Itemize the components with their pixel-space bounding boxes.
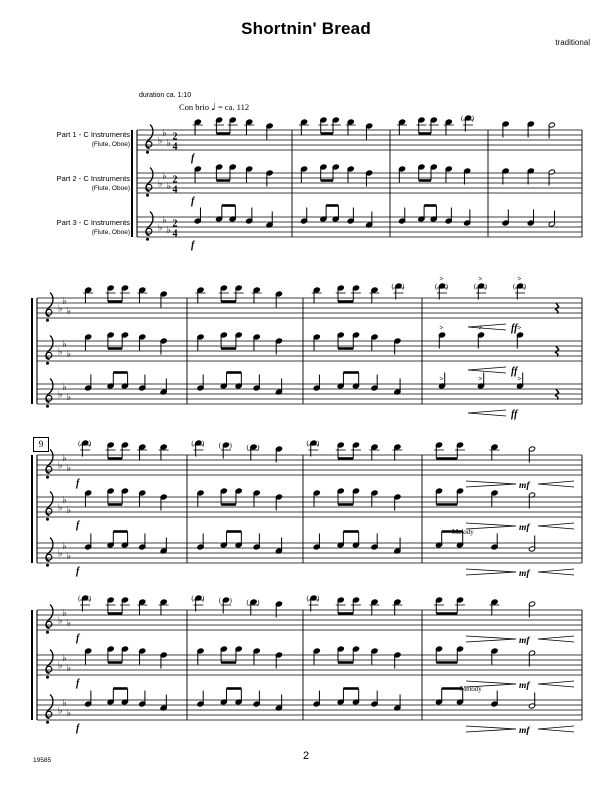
svg-text:♭: ♭ <box>62 452 67 464</box>
system-4 <box>31 595 582 736</box>
svg-text:mf: mf <box>519 681 530 691</box>
svg-text:>: > <box>517 275 522 283</box>
svg-text:♭: ♭ <box>162 170 167 182</box>
svg-text:♭: ♭ <box>166 180 172 192</box>
svg-text:♭: ♭ <box>58 460 63 472</box>
svg-text:f: f <box>76 633 80 644</box>
svg-text:f: f <box>191 240 195 251</box>
crescendo-hairpin <box>538 681 574 687</box>
svg-text:f: f <box>76 723 80 734</box>
key-signature-flats <box>58 296 71 317</box>
svg-text:♭: ♭ <box>66 707 72 719</box>
staff-part-2 <box>37 324 582 377</box>
system-bracket <box>131 130 133 237</box>
svg-text:(: ( <box>474 282 477 291</box>
part-3-instruments: (Flute, Oboe) <box>91 228 130 236</box>
treble-clef-icon <box>46 605 53 634</box>
svg-text:♭: ♭ <box>58 303 63 315</box>
svg-text:): ) <box>229 441 232 450</box>
svg-text:♭: ♭ <box>62 295 67 307</box>
svg-text:♭: ♭ <box>162 127 167 139</box>
svg-text:mf: mf <box>519 726 530 736</box>
svg-text:♭: ♭ <box>158 178 163 190</box>
svg-text:♭: ♭ <box>62 494 67 506</box>
svg-text:f: f <box>76 478 80 489</box>
svg-text:mf: mf <box>519 636 530 646</box>
crescendo-hairpin <box>538 726 574 732</box>
svg-text:(: ( <box>246 598 249 607</box>
svg-text:ff: ff <box>511 366 518 377</box>
part-2-name: Part 2 - C Instruments <box>56 174 130 183</box>
svg-text:): ) <box>257 443 260 452</box>
diminuendo-hairpin <box>466 569 516 575</box>
svg-text:f: f <box>76 520 80 531</box>
svg-text:): ) <box>317 594 320 603</box>
end-dynamics <box>466 726 574 736</box>
treble-clef-icon <box>46 293 53 322</box>
key-signature-flats <box>58 698 71 719</box>
part-2-instruments: (Flute, Oboe) <box>91 184 130 192</box>
crescendo-hairpin <box>468 324 506 330</box>
svg-text:f: f <box>191 153 195 164</box>
svg-text:♭: ♭ <box>66 391 72 403</box>
treble-clef-icon <box>146 168 153 197</box>
svg-text:): ) <box>523 282 526 291</box>
svg-text:>: > <box>517 375 522 383</box>
system-3 <box>31 440 582 579</box>
svg-text:(: ( <box>78 594 81 603</box>
svg-text:): ) <box>201 594 205 603</box>
svg-text:): ) <box>88 594 92 603</box>
svg-text:♭: ♭ <box>62 652 67 664</box>
treble-clef-icon <box>46 336 53 365</box>
treble-clef-icon <box>46 379 53 408</box>
svg-text:♭: ♭ <box>58 389 63 401</box>
svg-text:f: f <box>76 566 80 577</box>
svg-text:(: ( <box>218 441 222 450</box>
treble-clef-icon <box>146 212 153 241</box>
svg-text:>: > <box>478 375 483 383</box>
key-signature-flats <box>58 382 71 403</box>
crescendo-hairpin <box>538 523 574 529</box>
svg-text:♭: ♭ <box>58 705 63 717</box>
svg-text:): ) <box>471 114 474 123</box>
tempo-marking <box>179 102 249 113</box>
svg-text:(: ( <box>191 594 194 603</box>
svg-text:(: ( <box>246 443 249 452</box>
key-signature-flats <box>58 653 71 674</box>
staff-part-2 <box>137 164 582 207</box>
system-bracket <box>31 298 33 404</box>
svg-text:): ) <box>317 439 320 448</box>
tempo-text: Con brio <box>179 102 209 112</box>
svg-text:>: > <box>439 275 444 283</box>
part-1-label <box>18 131 130 148</box>
svg-text:♭: ♭ <box>158 222 163 234</box>
svg-text:4: 4 <box>172 184 178 196</box>
svg-text:(: ( <box>306 439 309 448</box>
time-signature <box>173 131 178 152</box>
diminuendo-hairpin <box>466 726 516 732</box>
staff-part-1 <box>137 115 582 164</box>
svg-text:mf: mf <box>519 569 530 579</box>
quarter-note-icon: ♩ <box>211 102 216 113</box>
svg-text:♭: ♭ <box>66 662 72 674</box>
composer-credit: traditional <box>555 38 590 47</box>
key-signature-flats <box>158 171 171 192</box>
part-3-name: Part 3 - C Instruments <box>56 218 130 227</box>
end-dynamics <box>466 681 574 691</box>
staff-part-1 <box>37 440 582 491</box>
treble-clef-icon <box>46 650 53 679</box>
svg-text:>: > <box>478 275 483 283</box>
key-signature-flats <box>58 608 71 629</box>
crescendo-hairpin <box>468 367 506 373</box>
end-dynamics <box>468 409 519 420</box>
part-1-instruments: (Flute, Oboe) <box>91 140 130 148</box>
staff-part-2 <box>37 488 582 533</box>
svg-text:>: > <box>439 324 444 332</box>
end-dynamics <box>466 636 574 646</box>
svg-text:): ) <box>484 282 487 291</box>
crescendo-hairpin <box>468 410 506 416</box>
rehearsal-mark-9: 9 <box>33 437 49 452</box>
svg-text:♭: ♭ <box>58 615 63 627</box>
end-dynamics <box>468 366 519 377</box>
svg-text:(: ( <box>191 439 194 448</box>
svg-text:mf: mf <box>519 523 530 533</box>
svg-text:): ) <box>445 282 448 291</box>
time-signature <box>173 218 178 239</box>
part-1-name: Part 1 - C Instruments <box>56 130 130 139</box>
melody-cue-system-3: Melody <box>452 528 474 536</box>
svg-text:♭: ♭ <box>66 348 72 360</box>
svg-text:f: f <box>76 678 80 689</box>
svg-text:4: 4 <box>172 141 178 153</box>
svg-text:♭: ♭ <box>58 346 63 358</box>
svg-text:♭: ♭ <box>158 135 163 147</box>
treble-clef-icon <box>146 125 153 154</box>
svg-text:>: > <box>517 324 522 332</box>
diminuendo-hairpin <box>466 481 516 487</box>
svg-text:(: ( <box>306 594 309 603</box>
svg-text:♭: ♭ <box>58 502 63 514</box>
svg-text:♭: ♭ <box>166 224 172 236</box>
melody-cue-system-4: Melody <box>460 685 482 693</box>
svg-text:): ) <box>201 439 205 448</box>
page-title: Shortnin' Bread <box>241 19 371 38</box>
svg-text:>: > <box>478 324 483 332</box>
svg-text:♭: ♭ <box>66 305 72 317</box>
page-number: 2 <box>302 750 310 762</box>
end-dynamics <box>466 569 574 579</box>
svg-text:(: ( <box>435 282 438 291</box>
key-signature-flats <box>158 128 171 149</box>
svg-text:2: 2 <box>172 131 178 143</box>
svg-text:4: 4 <box>172 228 178 240</box>
part-2-label <box>18 175 130 192</box>
staff-part-3 <box>37 689 582 737</box>
staff-part-3 <box>37 373 582 421</box>
staff-part-3 <box>137 206 582 252</box>
svg-text:♭: ♭ <box>62 540 67 552</box>
part-3-label <box>18 219 130 236</box>
tempo-equation: = ca. 112 <box>217 102 250 112</box>
svg-text:): ) <box>257 598 260 607</box>
time-signature <box>173 174 178 195</box>
end-dynamics <box>468 323 522 334</box>
duration-note: duration ca. 1:10 <box>139 92 192 99</box>
svg-text:♭: ♭ <box>66 504 72 516</box>
staff-part-1 <box>37 595 582 646</box>
crescendo-hairpin <box>538 481 574 487</box>
svg-text:♭: ♭ <box>166 137 172 149</box>
svg-text:♭: ♭ <box>66 550 72 562</box>
system-bracket <box>31 610 33 720</box>
svg-text:♭: ♭ <box>62 338 67 350</box>
staff-part-3 <box>37 532 582 580</box>
svg-text:(: ( <box>391 282 394 291</box>
diminuendo-hairpin <box>466 636 516 642</box>
treble-clef-icon <box>46 538 53 567</box>
treble-clef-icon <box>46 450 53 479</box>
svg-text:♭: ♭ <box>62 697 67 709</box>
svg-text:(: ( <box>78 439 81 448</box>
staff-part-1 <box>37 275 582 334</box>
svg-text:(: ( <box>461 114 464 123</box>
svg-text:(: ( <box>513 282 516 291</box>
svg-text:ff: ff <box>511 323 518 334</box>
svg-text:♭: ♭ <box>62 607 67 619</box>
svg-text:♭: ♭ <box>58 660 63 672</box>
crescendo-hairpin <box>538 569 574 575</box>
staff-part-2 <box>37 646 582 691</box>
system-bracket <box>31 455 33 563</box>
svg-text:f: f <box>191 196 195 207</box>
key-signature-flats <box>58 453 71 474</box>
treble-clef-icon <box>46 695 53 724</box>
treble-clef-icon <box>46 492 53 521</box>
svg-text:): ) <box>229 596 232 605</box>
svg-text:♭: ♭ <box>62 381 67 393</box>
svg-text:♭: ♭ <box>58 548 63 560</box>
svg-text:2: 2 <box>172 218 178 230</box>
svg-text:♭: ♭ <box>162 214 167 226</box>
svg-text:>: > <box>439 375 444 383</box>
catalog-number: 19585 <box>33 757 52 764</box>
key-signature-flats <box>58 495 71 516</box>
key-signature-flats <box>158 215 171 236</box>
svg-text:♭: ♭ <box>66 462 72 474</box>
svg-text:(: ( <box>218 596 222 605</box>
svg-text:): ) <box>88 439 92 448</box>
key-signature-flats <box>58 339 71 360</box>
system-2 <box>31 275 582 420</box>
crescendo-hairpin <box>538 636 574 642</box>
svg-text:♭: ♭ <box>66 617 72 629</box>
svg-text:mf: mf <box>519 481 530 491</box>
svg-text:): ) <box>402 282 405 291</box>
key-signature-flats <box>58 541 71 562</box>
svg-text:ff: ff <box>511 409 518 420</box>
svg-text:2: 2 <box>172 174 178 186</box>
end-dynamics <box>466 481 574 491</box>
system-1 <box>131 115 582 251</box>
end-dynamics <box>466 523 574 533</box>
